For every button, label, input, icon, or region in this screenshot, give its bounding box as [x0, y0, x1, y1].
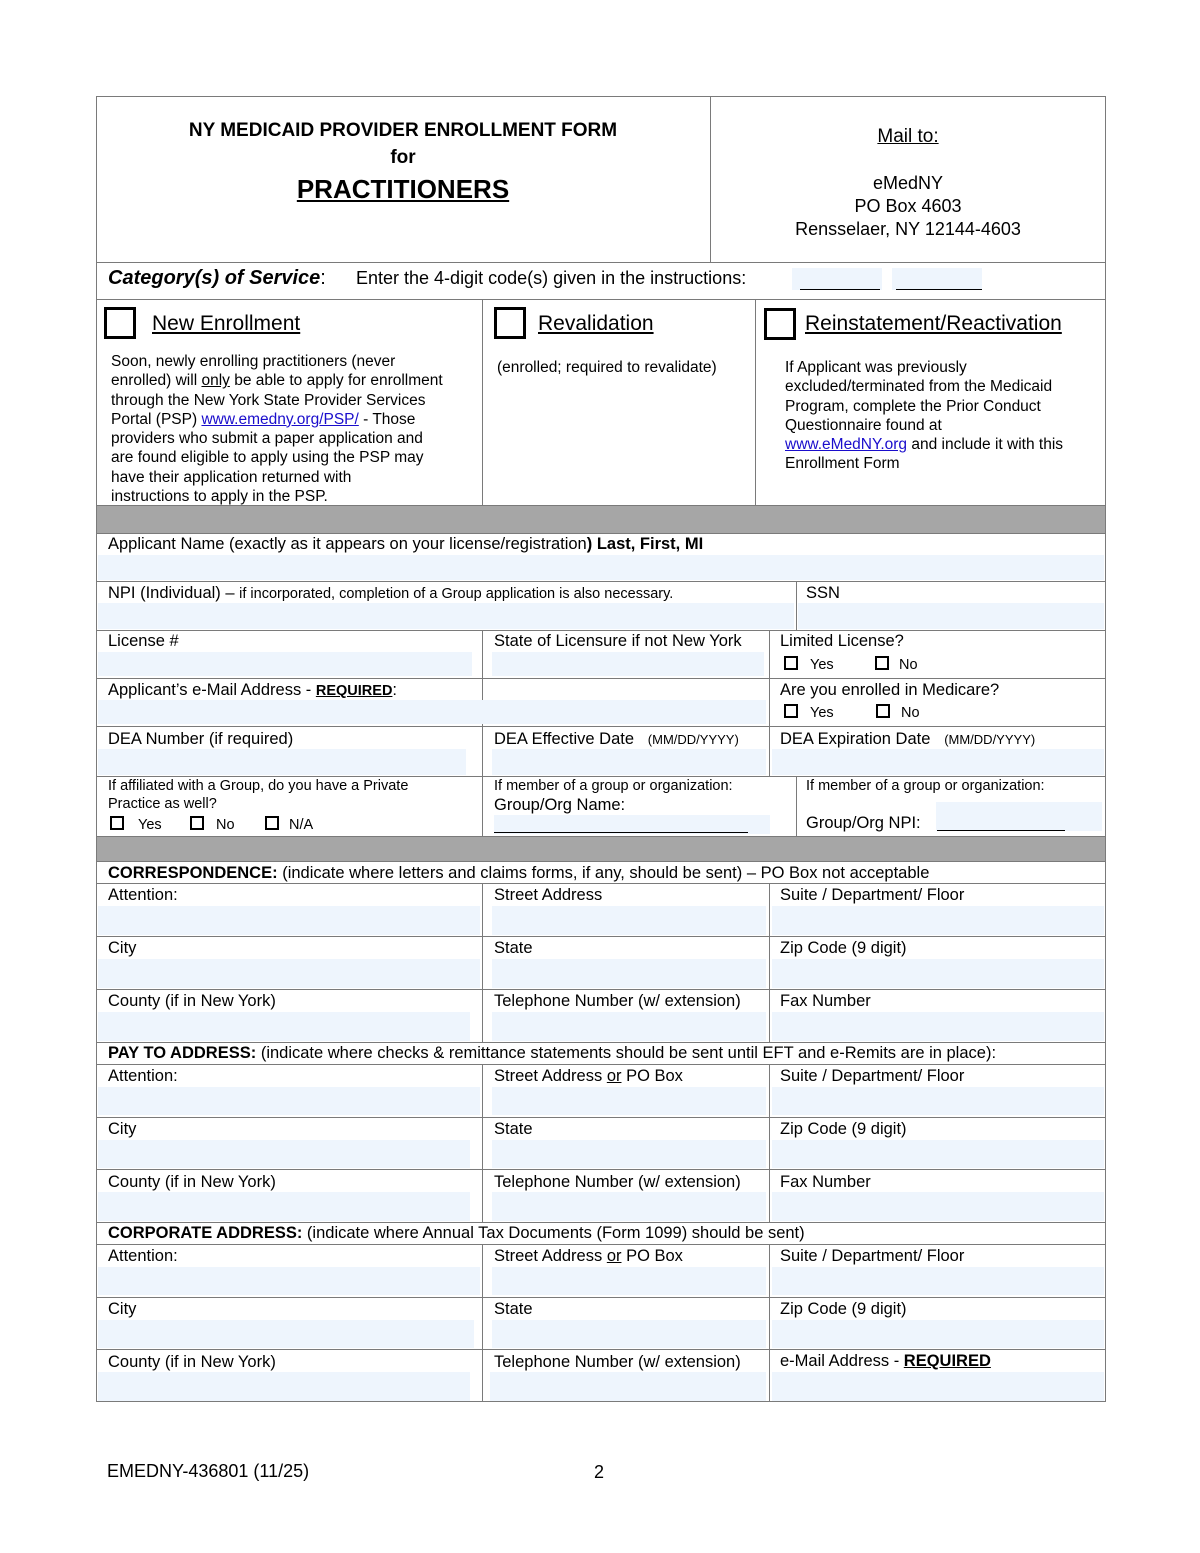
pay-street-label: Street Address or PO Box: [494, 1067, 683, 1085]
revalidation-label: Revalidation: [538, 312, 654, 335]
corr-fax-label: Fax Number: [780, 992, 871, 1010]
corr-city-input[interactable]: [98, 959, 480, 988]
pay-to-title: PAY TO ADDRESS: (indicate where checks & remittance statements should be sent until EFT and e-Remits are in place):: [108, 1044, 997, 1062]
corp-street-input[interactable]: [492, 1267, 766, 1295]
medicare-yes-checkbox[interactable]: [784, 704, 798, 718]
page-number: 2: [594, 1462, 605, 1482]
corp-telephone-input[interactable]: [490, 1372, 766, 1401]
private-practice-na-label: N/A: [289, 817, 314, 833]
reinstatement-checkbox[interactable]: [764, 308, 796, 340]
corr-state-input[interactable]: [492, 959, 766, 988]
npi-input[interactable]: [98, 603, 794, 629]
private-practice-no-checkbox[interactable]: [190, 816, 204, 830]
private-practice-label-1: If affiliated with a Group, do you have a Private: [108, 778, 409, 794]
category-instruction: Enter the 4-digit code(s) given in the instructions:: [356, 268, 747, 288]
section-separator: [97, 506, 1105, 533]
ssn-label: SSN: [806, 584, 840, 602]
private-practice-no-label: No: [216, 817, 235, 833]
pay-county-input[interactable]: [98, 1192, 470, 1221]
mail-city: Rensselaer, NY 12144-4603: [795, 219, 1021, 239]
corr-street-label: Street Address: [494, 886, 603, 904]
license-input[interactable]: [98, 652, 472, 676]
email-label: Applicant’s e-Mail Address - REQUIRED:: [108, 681, 398, 699]
form-title-line3: PRACTITIONERS: [296, 174, 510, 204]
state-licensure-label: State of Licensure if not New York: [494, 632, 742, 650]
reinstatement-label: Reinstatement/Reactivation: [805, 312, 1062, 335]
pay-suite-input[interactable]: [772, 1087, 1104, 1115]
pay-fax-input[interactable]: [772, 1192, 1104, 1221]
pay-telephone-input[interactable]: [492, 1192, 766, 1221]
dea-effective-label: DEA Effective Date (MM/DD/YYYY): [494, 730, 739, 748]
pay-city-label: City: [108, 1120, 137, 1138]
pay-state-label: State: [494, 1120, 533, 1138]
corp-telephone-label: Telephone Number (w/ extension): [494, 1353, 741, 1371]
corr-telephone-label: Telephone Number (w/ extension): [494, 992, 741, 1010]
corp-zip-input[interactable]: [772, 1320, 1104, 1348]
revalidation-note: (enrolled; required to revalidate): [497, 359, 717, 376]
pay-telephone-label: Telephone Number (w/ extension): [494, 1173, 741, 1191]
dea-effective-input[interactable]: [492, 749, 766, 775]
pay-fax-label: Fax Number: [780, 1173, 871, 1191]
dea-number-input[interactable]: [98, 749, 466, 775]
section-separator-2: [97, 837, 1105, 861]
pay-street-input[interactable]: [492, 1087, 766, 1115]
limited-license-no-checkbox[interactable]: [875, 656, 889, 670]
corp-zip-label: Zip Code (9 digit): [780, 1300, 907, 1318]
dea-expiration-input[interactable]: [772, 749, 1104, 775]
corr-county-input[interactable]: [98, 1012, 470, 1041]
category-code-input-1[interactable]: [792, 268, 882, 290]
group-member-label-2: If member of a group or organization:: [806, 778, 1045, 794]
psp-link[interactable]: www.emedny.org/PSP/: [201, 410, 359, 428]
corr-suite-label: Suite / Department/ Floor: [780, 886, 965, 904]
pay-attention-input[interactable]: [98, 1087, 480, 1115]
medicare-no-label: No: [901, 705, 920, 721]
applicant-name-input[interactable]: [98, 555, 1104, 580]
form-number: EMEDNY-436801 (11/25): [107, 1461, 310, 1481]
pay-city-input[interactable]: [98, 1140, 470, 1168]
private-practice-yes-checkbox[interactable]: [110, 816, 124, 830]
corp-attention-label: Attention:: [108, 1247, 178, 1265]
correspondence-title: CORRESPONDENCE: (indicate where letters and claims forms, if any, should be sent) – PO Box not acceptable: [108, 864, 930, 882]
limited-license-label: Limited License?: [780, 632, 904, 650]
private-practice-na-checkbox[interactable]: [265, 816, 279, 830]
corr-attention-input[interactable]: [98, 906, 480, 935]
corp-suite-label: Suite / Department/ Floor: [780, 1247, 965, 1265]
applicant-name-label: Applicant Name (exactly as it appears on your license/registration) Last, First, MI: [108, 535, 704, 553]
revalidation-checkbox[interactable]: [494, 307, 526, 339]
corr-city-label: City: [108, 939, 137, 957]
pay-state-input[interactable]: [492, 1140, 766, 1168]
pay-attention-label: Attention:: [108, 1067, 178, 1085]
ssn-input[interactable]: [798, 603, 1104, 629]
pay-county-label: County (if in New York): [108, 1173, 276, 1191]
group-member-label: If member of a group or organization:: [494, 778, 733, 794]
group-npi-label: Group/Org NPI:: [806, 814, 921, 832]
limited-license-yes-checkbox[interactable]: [784, 656, 798, 670]
dea-number-label: DEA Number (if required): [108, 730, 294, 748]
corp-state-label: State: [494, 1300, 533, 1318]
category-code-input-2[interactable]: [892, 268, 982, 290]
corp-city-input[interactable]: [98, 1320, 474, 1348]
limited-license-yes-label: Yes: [810, 657, 834, 673]
private-practice-label-2: Practice as well?: [108, 796, 217, 812]
emedny-link[interactable]: www.eMedNY.org: [785, 436, 908, 454]
private-practice-yes-label: Yes: [138, 817, 162, 833]
category-label: Category(s) of Service:: [108, 267, 326, 289]
corr-attention-label: Attention:: [108, 886, 178, 904]
corr-suite-input[interactable]: [772, 906, 1104, 935]
corp-email-label: e-Mail Address - REQUIRED: [780, 1352, 991, 1370]
corp-suite-input[interactable]: [772, 1267, 1104, 1295]
npi-label: NPI (Individual) – if incorporated, completion of a Group application is also necessary.: [108, 584, 674, 602]
pay-zip-input[interactable]: [772, 1140, 1104, 1168]
new-enrollment-label: New Enrollment: [152, 312, 301, 335]
license-label: License #: [108, 632, 179, 650]
group-name-label: Group/Org Name:: [494, 796, 626, 814]
form-title-line2: for: [390, 147, 416, 168]
mail-to-label: Mail to:: [877, 126, 939, 147]
corr-street-input[interactable]: [492, 906, 766, 935]
corp-attention-input[interactable]: [98, 1267, 480, 1295]
dea-expiration-label: DEA Expiration Date (MM/DD/YYYY): [780, 730, 1036, 748]
email-input[interactable]: [98, 700, 766, 724]
corp-state-input[interactable]: [492, 1320, 766, 1348]
reinstatement-text: If Applicant was previously excluded/terminated from the Medicaid Program, complete the Prior Conduct Questionnaire found at www.eMedNY.org and include it with this Enrollment Form: [785, 359, 1064, 473]
state-licensure-input[interactable]: [492, 652, 764, 676]
corp-county-input[interactable]: [98, 1372, 470, 1401]
medicare-no-checkbox[interactable]: [876, 704, 890, 718]
corr-zip-input[interactable]: [772, 959, 1104, 988]
new-enrollment-text: Soon, newly enrolling practitioners (never enrolled) will only be able to apply for enrollment through the New York State Provider Services Portal (PSP) www.emedny.org/PSP/ - Those providers who submit a paper application and are found eligible to apply using the PSP may have their application returned with instructions to apply in the PSP.: [111, 353, 443, 506]
mail-name: eMedNY: [872, 173, 944, 193]
group-npi-input[interactable]: [936, 802, 1102, 831]
limited-license-no-label: No: [899, 657, 918, 673]
medicare-yes-label: Yes: [810, 705, 834, 721]
corr-zip-label: Zip Code (9 digit): [780, 939, 907, 957]
pay-zip-label: Zip Code (9 digit): [780, 1120, 907, 1138]
corp-county-label: County (if in New York): [108, 1353, 276, 1371]
new-enrollment-checkbox[interactable]: [104, 307, 136, 339]
pay-suite-label: Suite / Department/ Floor: [780, 1067, 965, 1085]
corr-state-label: State: [494, 939, 533, 957]
corp-city-label: City: [108, 1300, 137, 1318]
corp-email-input[interactable]: [772, 1372, 1104, 1401]
medicare-label: Are you enrolled in Medicare?: [780, 681, 1000, 699]
corp-street-label: Street Address or PO Box: [494, 1247, 683, 1265]
corr-telephone-input[interactable]: [492, 1012, 766, 1041]
mail-pobox: PO Box 4603: [854, 196, 962, 216]
form-title-line1: NY MEDICAID PROVIDER ENROLLMENT FORM: [188, 120, 618, 141]
corr-fax-input[interactable]: [772, 1012, 1104, 1041]
corr-county-label: County (if in New York): [108, 992, 276, 1010]
corporate-title: CORPORATE ADDRESS: (indicate where Annual Tax Documents (Form 1099) should be sent): [108, 1224, 805, 1242]
